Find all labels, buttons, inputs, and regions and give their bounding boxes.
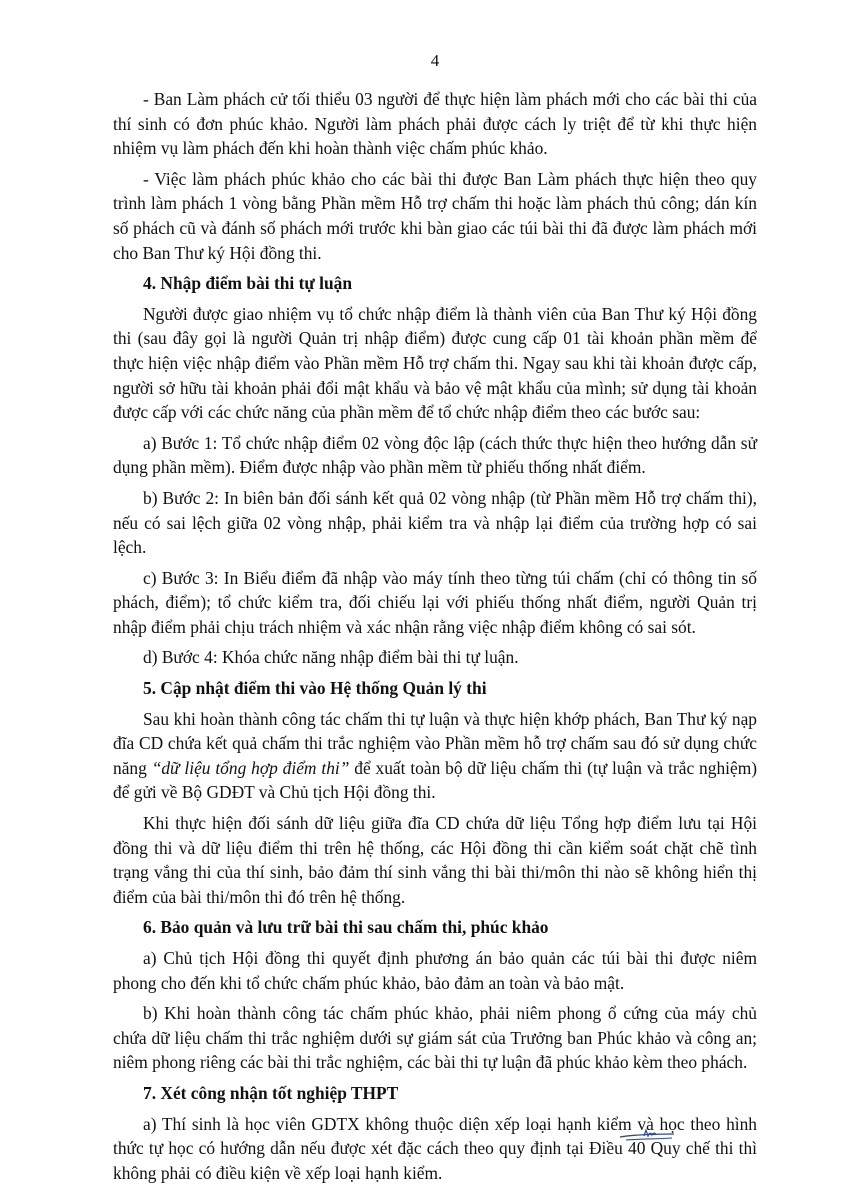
section-heading: 6. Bảo quản và lưu trữ bài thi sau chấm thi, phúc khảo [143, 917, 549, 938]
body-paragraph: Khi thực hiện đối sánh dữ liệu giữa đĩa CD chứa dữ liệu Tổng hợp điểm lưu tại Hội đồng thi và dữ liệu điểm thi trên hệ thống, các Hội đồng thi cần kiểm soát chặt chẽ tình trạng vắng thi của thí sinh, bảo đảm thí sinh vắng thi bài thi/môn thi nào sẽ không hiển thị điểm của bài thi/môn thi đó trên hệ thống. [113, 813, 757, 907]
body-paragraph: - Việc làm phách phúc khảo cho các bài thi được Ban Làm phách thực hiện theo quy trình làm phách 1 vòng bằng Phần mềm Hỗ trợ chấm thi hoặc làm phách thủ công; dán kín số phách cũ và đánh số phách mới trước khi bàn giao các túi bài thi đã được làm phách mới cho Ban Thư ký Hội đồng thi. [113, 168, 757, 263]
handwritten-initial-signature [618, 1125, 678, 1143]
body-paragraph: c) Bước 3: In Biểu điểm đã nhập vào máy tính theo từng túi chấm (chỉ có thông tin số phách, điểm); tổ chức kiểm tra, đối chiếu lại với phiếu thống nhất điểm, người Quản trị nhập điểm phải chịu trách nhiệm và xác nhận rằng việc nhập điểm không có sai sót. [113, 567, 757, 637]
section-heading: 5. Cập nhật điểm thi vào Hệ thống Quản lý thi [143, 678, 487, 699]
body-paragraph [113, 707, 757, 805]
body-paragraph: d) Bước 4: Khóa chức năng nhập điểm bài thi tự luận. [143, 647, 519, 668]
section-heading: 7. Xét công nhận tốt nghiệp THPT [143, 1082, 399, 1103]
italic-quoted-function-name: “dữ liệu tổng hợp điểm thi” [151, 757, 350, 778]
body-paragraph: a) Thí sinh là học viên GDTX không thuộc diện xếp loại hạnh kiểm và học theo hình thức tự học có hướng dẫn nếu được xét đặc cách theo quy định tại Điều 40 Quy chế thi thì không phải có điều kiện về xếp loại hạnh kiểm. [113, 1113, 757, 1183]
document-body [113, 87, 757, 1185]
body-paragraph: Người được giao nhiệm vụ tổ chức nhập điểm là thành viên của Ban Thư ký Hội đồng thi (sau đây gọi là người Quản trị nhập điểm) được cung cấp 01 tài khoản phần mềm để thực hiện việc nhập điểm vào Phần mềm Hỗ trợ chấm thi. Ngay sau khi tài khoản được cấp, người sở hữu tài khoản phải đổi mật khẩu và bảo vệ mật khẩu của mình; sử dụng tài khoản được cấp với các chức năng của phần mềm để tổ chức nhập điểm theo các bước sau: [113, 303, 757, 423]
paragraph-text: Sau khi hoàn thành công tác chấm thi tự luận và thực hiện khớp phách, Ban Thư ký nạp đĩa CD chứa kết quả chấm thi trắc nghiệm vào Phần mềm hỗ trợ chấm sau đó sử dụng chức năng [113, 708, 757, 778]
body-paragraph: b) Bước 2: In biên bản đối sánh kết quả 02 vòng nhập (từ Phần mềm Hỗ trợ chấm thi), nếu có sai lệch giữa 02 vòng nhập, phải kiểm tra và nhập lại điểm của trường hợp có sai lệch. [113, 487, 757, 558]
body-paragraph: a) Bước 1: Tổ chức nhập điểm 02 vòng độc lập (cách thức thực hiện theo hướng dẫn sử dụng phần mềm). Điểm được nhập vào phần mềm từ phiếu thống nhất điểm. [113, 432, 757, 478]
section-heading: 4. Nhập điểm bài thi tự luận [143, 273, 353, 294]
body-paragraph: b) Khi hoàn thành công tác chấm phúc khảo, phải niêm phong ổ cứng của máy chủ chứa dữ liệu chấm thi trắc nghiệm dưới sự giám sát của Trưởng ban Phúc khảo và công an; niêm phong riêng các bài thi trắc nghiệm, các bài thi tự luận đã phúc khảo kèm theo phách. [113, 1003, 757, 1073]
page-number: 4 [430, 51, 440, 70]
body-paragraph: a) Chủ tịch Hội đồng thi quyết định phương án bảo quản các túi bài thi được niêm phong cho đến khi tổ chức chấm phúc khảo, bảo đảm an toàn và bảo mật. [113, 948, 757, 993]
body-paragraph: - Ban Làm phách cử tối thiểu 03 người để thực hiện làm phách mới cho các bài thi của thí sinh có đơn phúc khảo. Người làm phách phải được cách ly triệt để từ khi thực hiện nhiệm vụ làm phách đến khi hoàn thành việc chấm phúc khảo. [113, 89, 757, 159]
paragraph-text: để xuất toàn bộ dữ liệu chấm thi (tự luận và trắc nghiệm) để gửi về Bộ GDĐT và Chủ tịch Hội đồng thi. [113, 757, 758, 803]
